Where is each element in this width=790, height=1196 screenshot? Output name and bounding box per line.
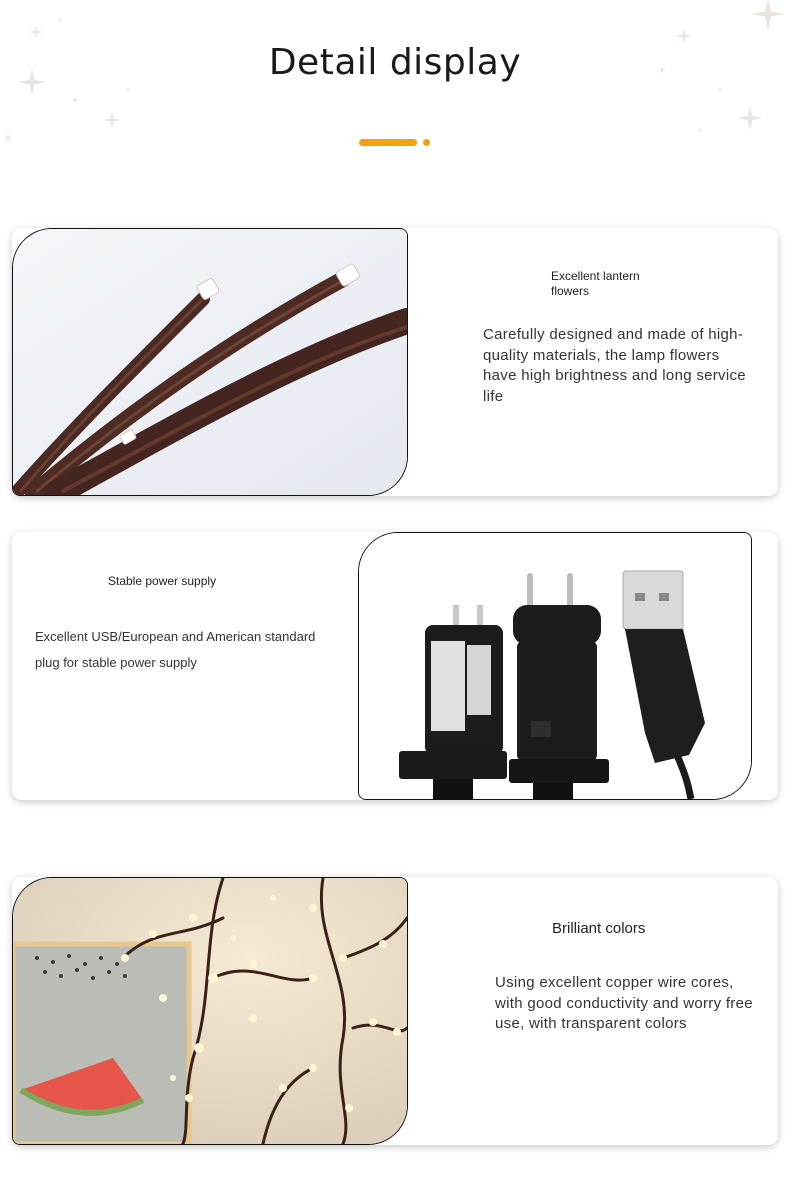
- feature-card-power-supply: [12, 532, 778, 800]
- section-body: Excellent USB/European and American standard plug for stable power supply: [35, 629, 316, 670]
- page-title: Detail display: [268, 42, 522, 83]
- accent-dot: [423, 139, 430, 146]
- section-subtitle: Excellent lantern flowers: [551, 269, 640, 298]
- section-body: Carefully designed and made of high-quality materials, the lamp flowers have high brightness and long service life: [483, 326, 746, 405]
- section-subtitle: Stable power supply: [108, 574, 217, 588]
- feature-card-lantern-flowers: [12, 228, 778, 496]
- led-wire-tips-photo: [12, 228, 408, 496]
- power-plugs-photo: [358, 532, 752, 800]
- feature-card-brilliant-colors: [12, 877, 778, 1145]
- section-subtitle: Brilliant colors: [552, 920, 646, 937]
- accent-bar: [359, 139, 417, 146]
- branch-lights-room-photo: [12, 877, 408, 1145]
- section-body: Using excellent copper wire cores, with good conductivity and worry free use, with transparent colors: [495, 974, 753, 1032]
